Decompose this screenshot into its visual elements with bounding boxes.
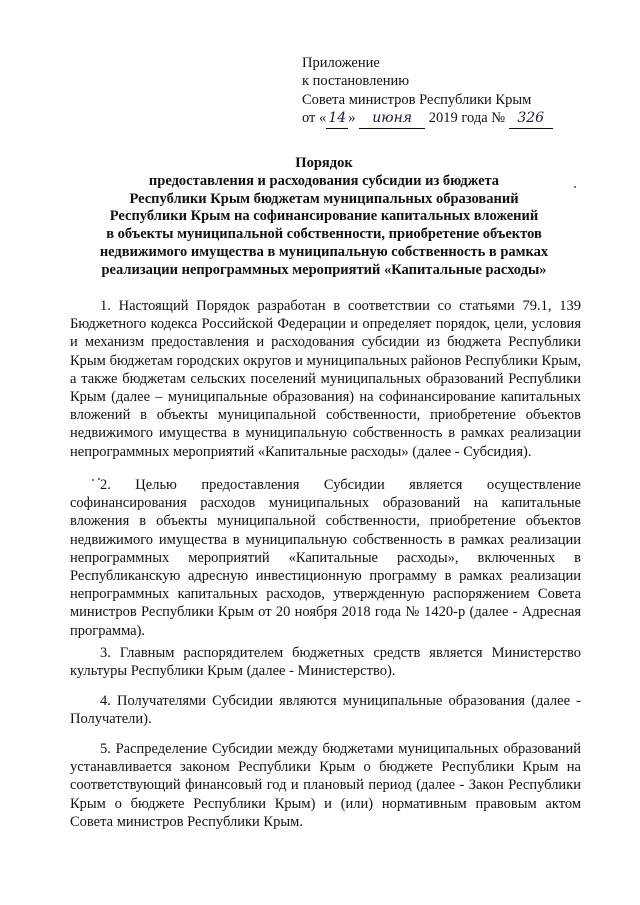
paragraph-3: 3. Главным распорядителем бюджетных средств является Министерство культуры Республики Крым (далее - Министерство). <box>70 645 581 680</box>
paragraph-1: 1. Настоящий Порядок разработан в соответствии со статьями 79.1, 139 Бюджетного кодекса Российской Федерации и определяет порядок, цели, условия и механизм предоставления и расходования субсидии из бюджета Республики Крым бюджетам городских округов и муниципальных районов Республики Крым, а также бюджетам сельских поселений муниципальных образований Республики Крым (далее – муниципальные образования) на софинансирование капитальных вложений в объекты муниципальной собственности, приобретение объектов недвижимого имущества в муниципальную собственность в рамках реализации непрограммных мероприятий «Капитальные расходы» (далее - Субсидия). <box>70 298 581 460</box>
document-title <box>70 155 578 280</box>
annex-decree-ref: к постановлению <box>302 73 410 90</box>
scan-speck <box>98 478 100 480</box>
paragraph-2: 2. Целью предоставления Субсидии является осуществление софинансирования расходов муниципальных образований на капитальные вложения в объекты муниципальной собственности, приобретение объектов недвижимого имущества в муниципальную собственность в рамках реализации непрограммных мероприятий «Капитальные расходы», включенных в Республиканскую адресную инвестиционную программу в рамках реализации непрограммных капитальных расходов, утвержденную распоряжением Совета министров Республики Крым от 20 ноября 2018 года № 1420-р (далее - Адресная программа). <box>70 477 581 639</box>
date-year: 2019 года <box>428 110 488 127</box>
title-line: в объекты муниципальной собственности, приобретение объектов <box>106 226 542 243</box>
date-mid: » <box>348 110 356 127</box>
handwritten-number: 326 <box>509 109 553 128</box>
title-line: реализации непрограммных мероприятий «Капитальные расходы» <box>101 261 547 278</box>
scan-speck <box>92 479 94 481</box>
paragraph-5: 5. Распределение Субсидии между бюджетами муниципальных образований устанавливается законом Республики Крым о бюджете Республики Крым на соответствующий финансовый год и плановый период (далее - Закон Республики Крым о бюджете Республики Крым) и (или) нормативным правовым актом Совета министров Республики Крым. <box>70 741 581 830</box>
handwritten-month: июня <box>359 109 425 128</box>
number-prefix: № <box>491 110 506 127</box>
title-line: Порядок <box>295 155 353 171</box>
annex-header <box>302 54 602 129</box>
title-line: Республики Крым бюджетам муниципальных образований <box>129 190 519 207</box>
title-line: предоставления и расходования субсидии из бюджета <box>148 172 500 189</box>
scan-speck <box>574 186 576 188</box>
handwritten-day: 14 <box>326 109 348 128</box>
title-line: недвижимого имущества в муниципальную собственность в рамках <box>99 243 549 260</box>
date-prefix: от « <box>302 110 327 127</box>
title-line: Республики Крым на софинансирование капитальных вложений <box>109 208 539 225</box>
annex-date-line <box>302 109 602 128</box>
annex-issuer: Совета министров Республики Крым <box>302 91 532 108</box>
paragraph-4: 4. Получателями Субсидии являются муниципальные образования (далее - Получатели). <box>70 693 581 728</box>
annex-label: Приложение <box>302 55 380 71</box>
